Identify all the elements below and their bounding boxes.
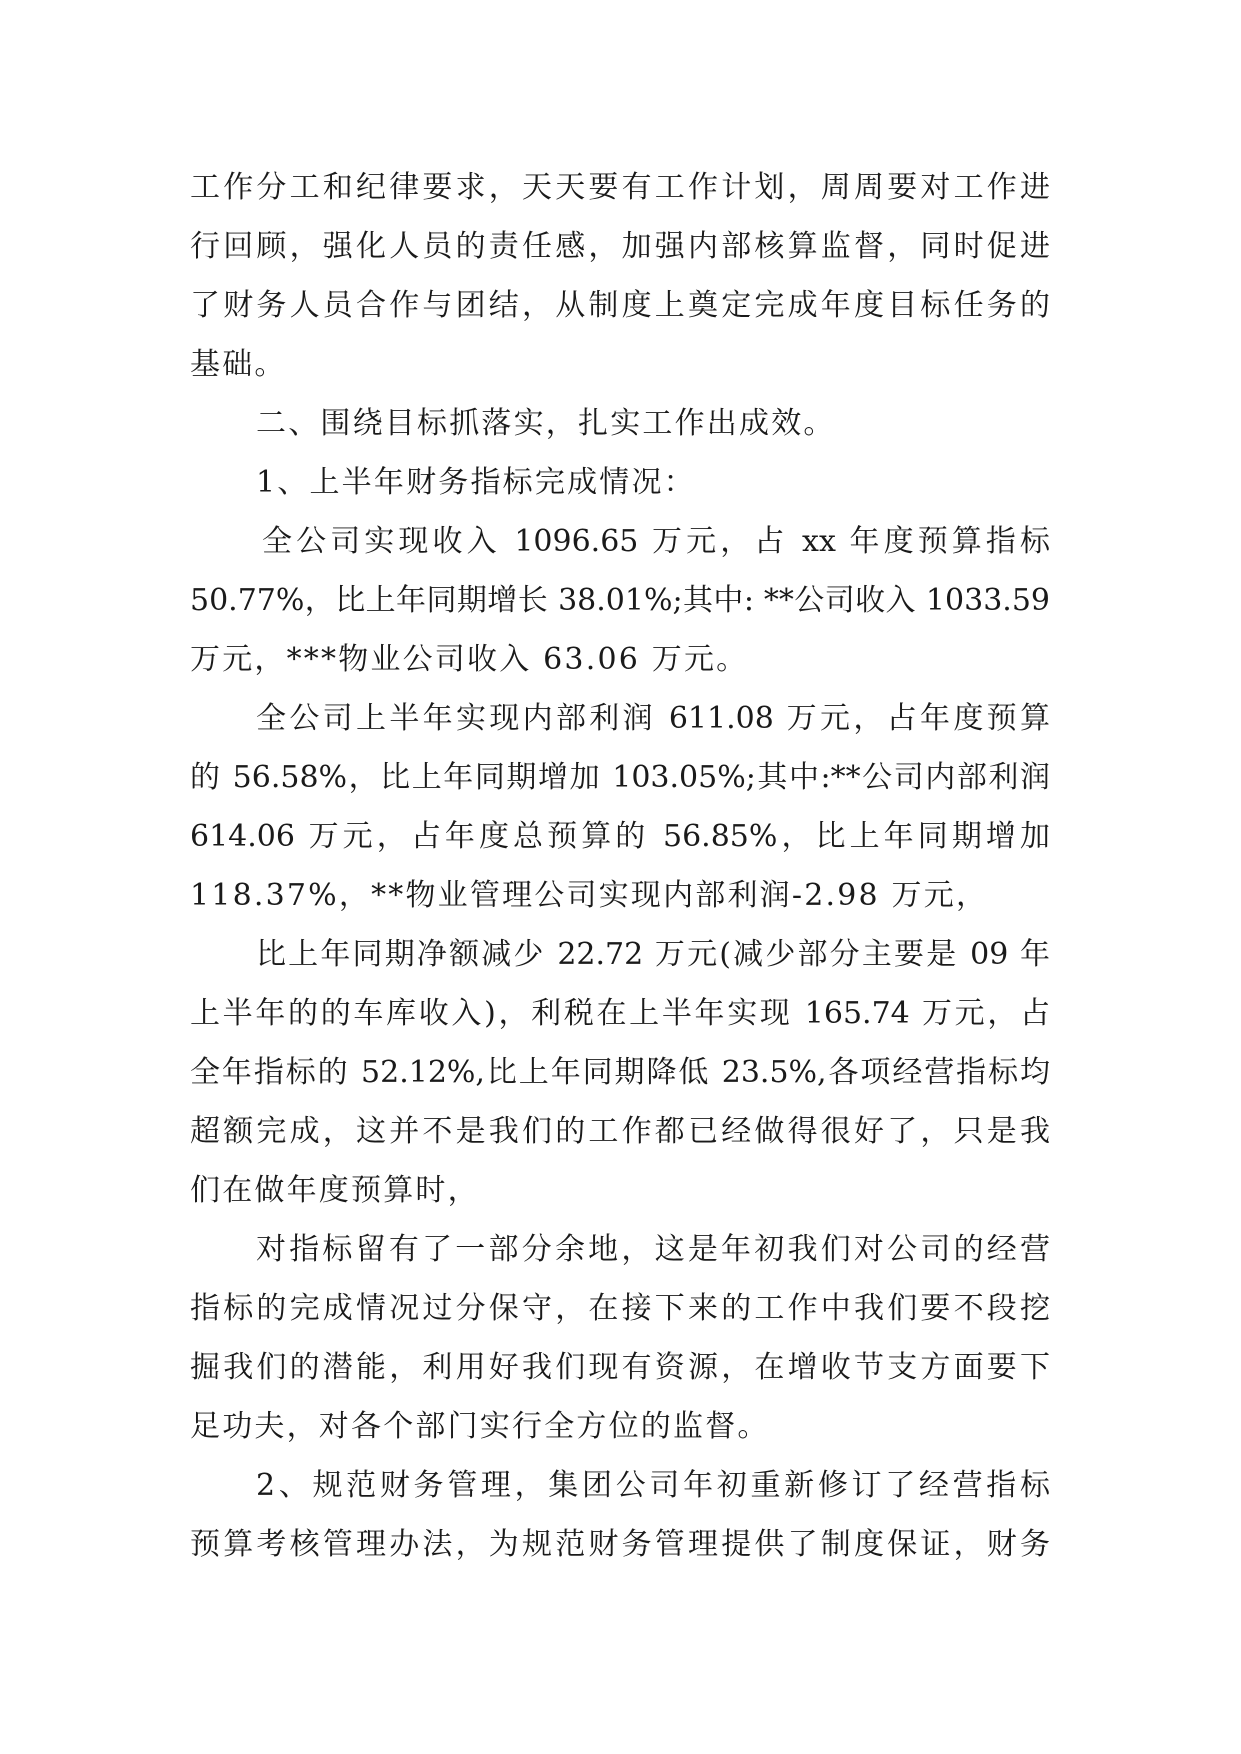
text-line: 2、规范财务管理，集团公司年初重新修订了经营指标: [256, 1468, 1050, 1503]
text-line: 全年指标的 52.12%,比上年同期降低 23.5%,各项经营指标均: [190, 1055, 1050, 1090]
text-line: 的 56.58%，比上年同期增加 103.05%;其中:**公司内部利润: [190, 760, 1050, 795]
text-line: 掘我们的潜能，利用好我们现有资源，在增收节支方面要下: [190, 1350, 1050, 1385]
text-line: 50.77%，比上年同期增长 38.01%;其中: **公司收入 1033.59: [190, 583, 1050, 618]
text-line: 全公司实现收入 1096.65 万元，占 xx 年度预算指标: [262, 524, 1050, 559]
text-line: 比上年同期净额减少 22.72 万元(减少部分主要是 09 年: [256, 937, 1050, 972]
text-line: 614.06 万元，占年度总预算的 56.85%，比上年同期增加: [190, 819, 1050, 854]
text-line: 超额完成，这并不是我们的工作都已经做得很好了，只是我: [190, 1114, 1050, 1149]
text-line: 对指标留有了一部分余地，这是年初我们对公司的经营: [256, 1232, 1050, 1267]
text-line: 指标的完成情况过分保守，在接下来的工作中我们要不段挖: [190, 1291, 1050, 1326]
text-line: 足功夫，对各个部门实行全方位的监督。: [190, 1409, 770, 1444]
section-heading: 二、围绕目标抓落实，扎实工作出成效。: [256, 406, 836, 441]
document-body: [190, 158, 1050, 1574]
subsection-heading: 1、上半年财务指标完成情况：: [256, 465, 696, 500]
text-line: 预算考核管理办法，为规范财务管理提供了制度保证，财务: [190, 1527, 1050, 1562]
text-line: 工作分工和纪律要求，天天要有工作计划，周周要对工作进: [190, 170, 1050, 205]
text-line: 118.37%，**物业管理公司实现内部利润-2.98 万元，: [190, 878, 989, 913]
text-line: 上半年的的车库收入)，利税在上半年实现 165.74 万元，占: [190, 996, 1050, 1031]
text-line: 们在做年度预算时，: [190, 1173, 480, 1208]
text-line: 基础。: [190, 347, 287, 382]
text-line: 全公司上半年实现内部利润 611.08 万元，占年度预算: [256, 701, 1050, 736]
text-line: 万元，***物业公司收入 63.06 万元。: [190, 642, 749, 677]
text-line: 了财务人员合作与团结，从制度上奠定完成年度目标任务的: [190, 288, 1050, 323]
text-line: 行回顾，强化人员的责任感，加强内部核算监督，同时促进: [190, 229, 1050, 264]
